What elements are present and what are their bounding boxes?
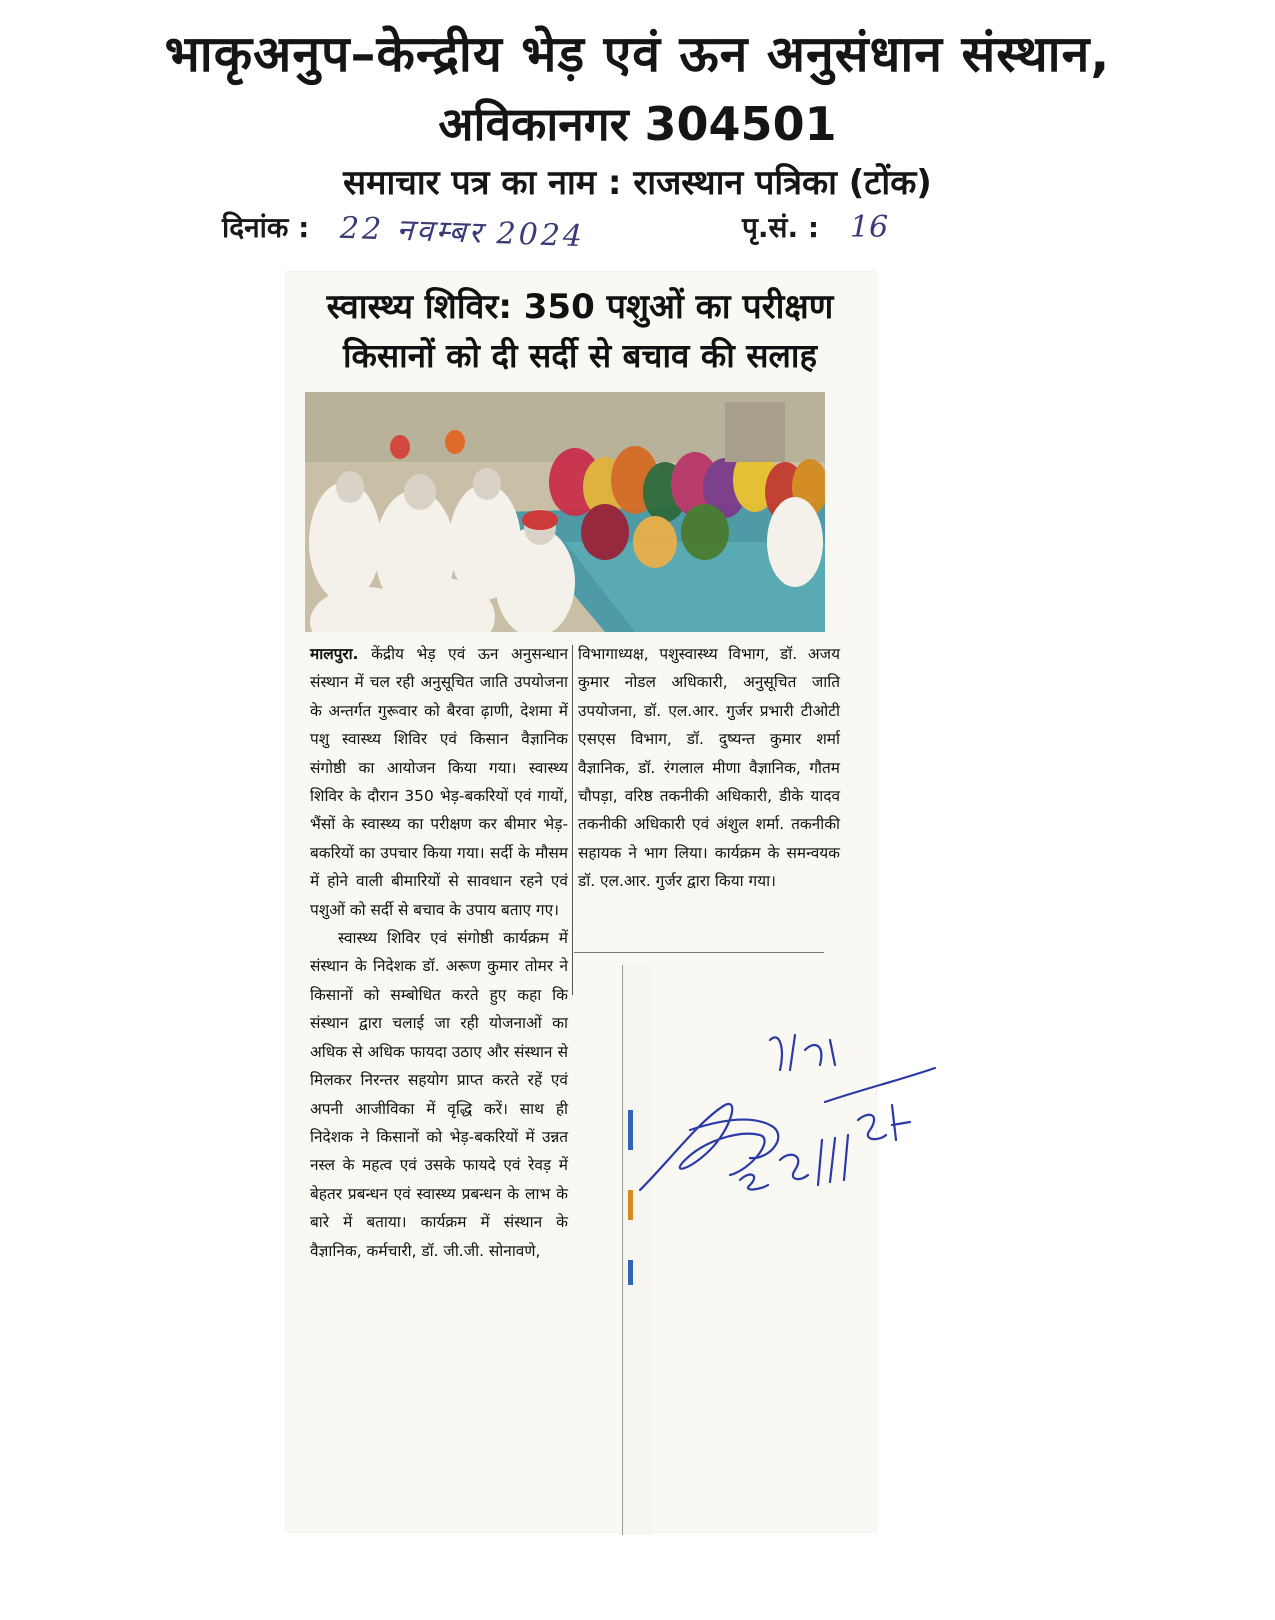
date-label: दिनांक : bbox=[222, 211, 310, 244]
article-dateline: मालपुरा. bbox=[310, 645, 359, 663]
page-label: पृ.सं. : bbox=[742, 211, 820, 244]
article-paragraph-2: स्वास्थ्य शिविर एवं संगोष्ठी कार्यक्रम में संस्थान के निदेशक डॉ. अरूण कुमार तोमर ने किसानों को सम्बोधित करते हुए कहा कि संस्थान द्वारा चलाई जा रही योजनाओं का अधिक से अधिक फायदा उठाए और संस्थान से मिलकर निरन्तर सहयोग प्राप्त करते रहें एवं अपनी आजीविका में वृद्धि करें। साथ ही निदेशक ने किसानों को भेड़-बकरियों में उन्नत नस्ल के महत्व एवं उसके फायदे एवं रेवड़ में बेहतर प्रबन्धन एवं स्वास्थ्य प्रबन्धन के लाभ के बारे में बताया। कार्यक्रम में संस्थान के वैज्ञानिक, कर्मचारी, डॉ. जी.जी. सोनावणे, bbox=[310, 929, 568, 1260]
news-photo bbox=[305, 392, 825, 632]
institute-title: भाकृअनुप–केन्द्रीय भेड़ एवं ऊन अनुसंधान संस्थान, bbox=[164, 25, 1111, 83]
article-column-1 bbox=[310, 640, 568, 1265]
headline-line-1: स्वास्थ्य शिविर: 350 पशुओं का परीक्षण bbox=[326, 287, 834, 327]
article-paragraph-3: विभागाध्यक्ष, पशुस्वास्थ्य विभाग, डॉ. अजय कुमार नोडल अधिकारी, अनुसूचित जाति उपयोजना, डॉ. एल.आर. गुर्जर प्रभारी टीओटी एसएस विभाग, डॉ. दुष्यन्त कुमार शर्मा वैज्ञानिक, डॉ. रंगलाल मीणा वैज्ञानिक, गौतम चौपड़ा, वरिष्ठ तकनीकी अधिकारी, डीके यादव तकनीकी अधिकारी एवं अंशुल शर्मा. तकनीकी सहायक ने भाग लिया। कार्यक्रम के समन्वयक डॉ. एल.आर. गुर्जर द्वारा किया गया। bbox=[578, 645, 840, 891]
headline-line-2: किसानों को दी सर्दी से बचाव की सलाह bbox=[342, 336, 817, 375]
handwritten-signature bbox=[630, 1010, 950, 1210]
handwritten-page-number: 16 bbox=[850, 210, 889, 245]
column-end-rule bbox=[574, 952, 824, 953]
date-page-row bbox=[222, 208, 922, 258]
article-paragraph-1 bbox=[310, 640, 568, 924]
column-divider bbox=[572, 645, 573, 995]
article-headline bbox=[300, 282, 860, 380]
institute-place: अविकानगर 304501 bbox=[438, 97, 837, 151]
handwritten-date: 22 नवम्बर 2024 bbox=[339, 210, 586, 255]
article-column-2 bbox=[578, 640, 840, 896]
paragraph-1-text: केंद्रीय भेड़ एवं ऊन अनुसन्धान संस्थान में चल रही अनुसूचित जाति उपयोजना के अन्तर्गत गुरूवार को बैरवा ढ़ाणी, देशमा में पशु स्वास्थ्य शिविर एवं किसान वैज्ञानिक संगोष्ठी का आयोजन किया गया। स्वास्थ्य शिविर के दौरान 350 भेड़-बकरियों एवं गायों, भैंसों के स्वास्थ्य का परीक्षण कर बीमार भेड़-बकरियों का उपचार किया गया। सर्दी के मौसम में होने वाली बीमारियों से सावधान रहने एवं पशुओं को सर्दी से बचाव के उपाय बताए गए। bbox=[310, 645, 568, 919]
newspaper-name: समाचार पत्र का नाम : राजस्थान पत्रिका (टोंक) bbox=[343, 163, 932, 203]
